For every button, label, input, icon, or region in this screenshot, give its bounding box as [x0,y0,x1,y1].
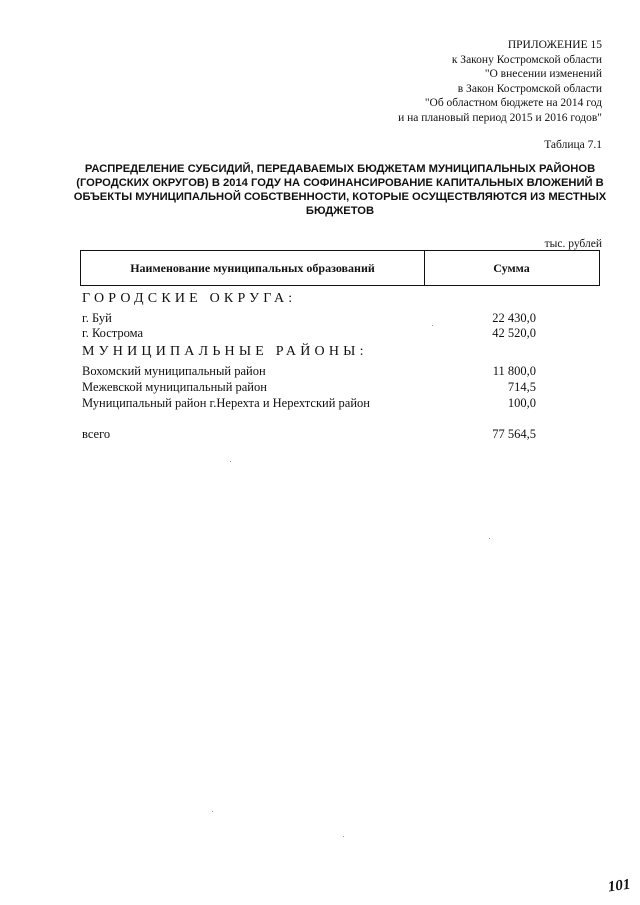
total-value: 77 564,5 [492,427,536,441]
scan-speck [212,811,213,812]
row-name: Межевской муниципальный район [82,380,267,394]
annex-line: и на плановый период 2015 и 2016 годов" [398,111,602,124]
annex-line: "О внесении изменений [484,68,602,80]
scan-speck [432,325,433,326]
row-value: 42 520,0 [492,326,536,340]
annex-line: "Об областном бюджете на 2014 год [424,97,602,109]
row-value: 100,0 [507,396,536,410]
scan-speck [230,461,231,462]
scan-speck [489,538,490,539]
handwritten-page-number: 101 [606,876,631,896]
title-line: (ГОРОДСКИХ ОКРУГОВ) В 2014 ГОДУ НА СОФИНАНСИРОВАНИЕ КАПИТАЛЬНЫХ ВЛОЖЕНИЙ В [76,177,604,189]
title-line: РАСПРЕДЕЛЕНИЕ СУБСИДИЙ, ПЕРЕДАВАЕМЫХ БЮДЖЕТАМ МУНИЦИПАЛЬНЫХ РАЙОНОВ [84,163,596,175]
units-label: тыс. рублей [544,238,602,250]
title-line: БЮДЖЕТОВ [305,205,375,217]
row-value: 11 800,0 [492,364,536,378]
annex-line: к Закону Костромской области [451,53,602,66]
table-header [80,250,600,286]
total-label: всего [82,427,111,441]
scan-speck [343,836,344,837]
row-value: 714,5 [507,380,536,394]
row-value: 22 430,0 [492,311,536,325]
row-name: г. Буй [82,311,112,325]
header-sum: Сумма [493,260,530,275]
row-name: Вохомский муниципальный район [82,364,266,378]
section-municipal-districts: МУНИЦИПАЛЬНЫЕ РАЙОНЫ: [82,344,368,359]
annex-header [342,38,602,125]
table-number: Таблица 7.1 [544,139,602,151]
annex-line: в Закон Костромской области [457,82,602,95]
row-name: Муниципальный район г.Нерехта и Нерехтский район [82,396,370,410]
document-title [70,162,610,218]
annex-line: ПРИЛОЖЕНИЕ 15 [507,39,602,51]
header-name: Наименование муниципальных образований [130,260,375,275]
row-name: г. Кострома [82,326,144,340]
title-line: ОБЪЕКТЫ МУНИЦИПАЛЬНОЙ СОБСТВЕННОСТИ, КОТОРЫЕ ОСУЩЕСТВЛЯЮТСЯ ИЗ МЕСТНЫХ [73,191,607,203]
section-city-districts: ГОРОДСКИЕ ОКРУГА: [82,291,297,306]
